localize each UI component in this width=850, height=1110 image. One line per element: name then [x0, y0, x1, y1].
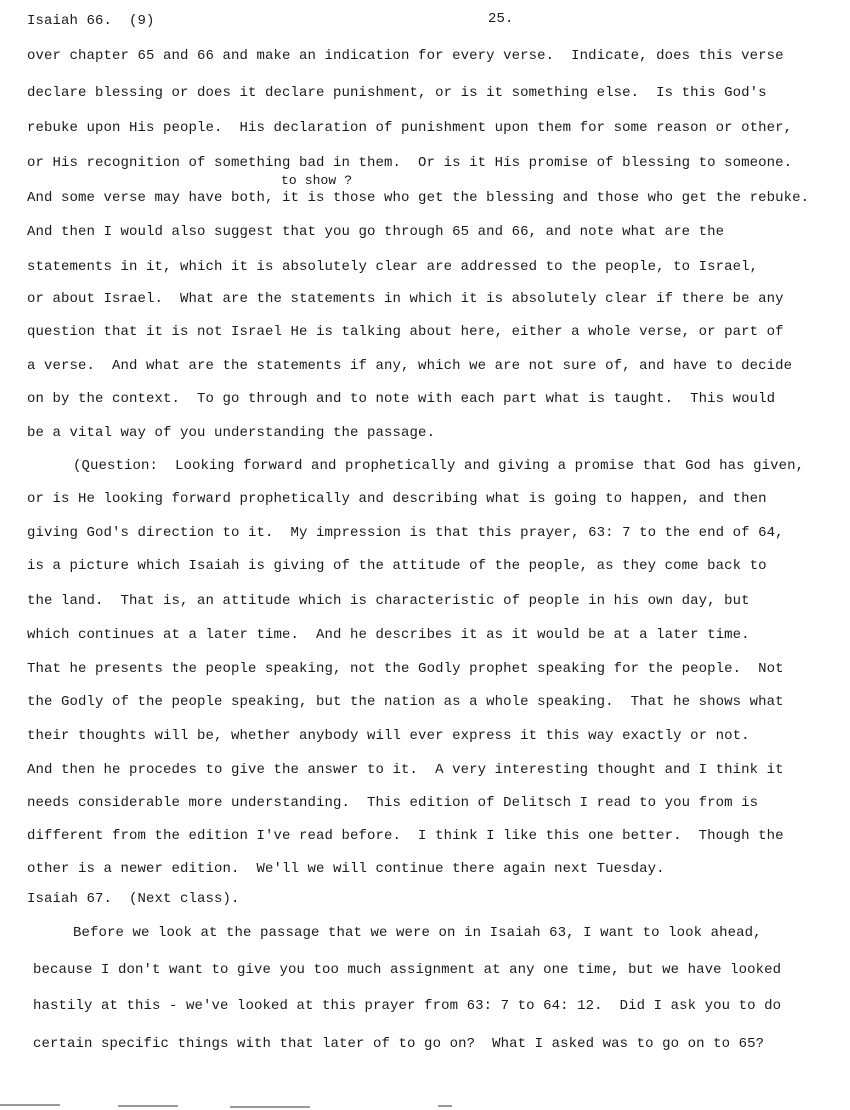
text-line-17: the land. That is, an attitude which is characteristic of people in his own day, but	[27, 593, 750, 609]
text-line-19: That he presents the people speaking, not the Godly prophet speaking for the people. Not	[27, 661, 784, 677]
text-line-13: (Question: Looking forward and prophetically and giving a promise that God has given,	[73, 458, 805, 474]
text-line-24: different from the edition I've read before. I think I like this one better. Though the	[27, 828, 784, 844]
text-line-25: other is a newer edition. We'll we will continue there again next Tuesday.	[27, 861, 665, 877]
text-line-1: over chapter 65 and 66 and make an indication for every verse. Indicate, does this verse	[27, 48, 784, 64]
text-line-28: hastily at this - we've looked at this prayer from 63: 7 to 64: 12. Did I ask you to do	[33, 998, 782, 1014]
text-line-16: is a picture which Isaiah is giving of the attitude of the people, as they come back to	[27, 558, 767, 574]
text-line-15: giving God's direction to it. My impression is that this prayer, 63: 7 to the end of 64,	[27, 525, 784, 541]
text-line-29: certain specific things with that later of to go on? What I asked was to go on to 65?	[33, 1036, 765, 1052]
scan-artifact	[230, 1106, 310, 1108]
text-line-4: or His recognition of something bad in them. Or is it His promise of blessing to someone.	[27, 155, 793, 171]
section-heading: Isaiah 67. (Next class).	[27, 891, 240, 907]
interlinear-insertion: to show ?	[281, 173, 353, 188]
text-line-5: And some verse may have both, it is those who get the blessing and those who get the rebuke.	[27, 190, 810, 206]
text-line-20: the Godly of the people speaking, but the nation as a whole speaking. That he shows what	[27, 694, 784, 710]
text-line-8: or about Israel. What are the statements in which it is absolutely clear if there be any	[27, 291, 784, 307]
text-line-9: question that it is not Israel He is talking about here, either a whole verse, or part of	[27, 324, 784, 340]
text-line-11: on by the context. To go through and to note with each part what is taught. This would	[27, 391, 776, 407]
text-line-12: be a vital way of you understanding the passage.	[27, 425, 436, 441]
text-line-26: Before we look at the passage that we were on in Isaiah 63, I want to look ahead,	[73, 925, 762, 941]
text-line-3: rebuke upon His people. His declaration of punishment upon them for some reason or other,	[27, 120, 793, 136]
text-line-27: because I don't want to give you too much assignment at any one time, but we have looked	[33, 962, 782, 978]
text-line-22: And then he procedes to give the answer to it. A very interesting thought and I think it	[27, 762, 784, 778]
text-line-14: or is He looking forward prophetically and describing what is going to happen, and then	[27, 491, 767, 507]
running-header-title: Isaiah 66. (9)	[27, 13, 155, 29]
scan-artifact	[118, 1105, 178, 1107]
scan-artifact	[438, 1105, 452, 1107]
text-line-7: statements in it, which it is absolutely clear are addressed to the people, to Israel,	[27, 259, 759, 275]
text-line-18: which continues at a later time. And he describes it as it would be at a later time.	[27, 627, 750, 643]
text-line-6: And then I would also suggest that you go through 65 and 66, and note what are the	[27, 224, 725, 240]
text-line-2: declare blessing or does it declare punishment, or is it something else. Is this God's	[27, 85, 767, 101]
scan-artifact	[0, 1104, 60, 1106]
text-line-21: their thoughts will be, whether anybody will ever express it this way exactly or not.	[27, 728, 750, 744]
page-number: 25.	[488, 11, 514, 27]
text-line-10: a verse. And what are the statements if any, which we are not sure of, and have to decide	[27, 358, 793, 374]
text-line-23: needs considerable more understanding. This edition of Delitsch I read to you from is	[27, 795, 759, 811]
